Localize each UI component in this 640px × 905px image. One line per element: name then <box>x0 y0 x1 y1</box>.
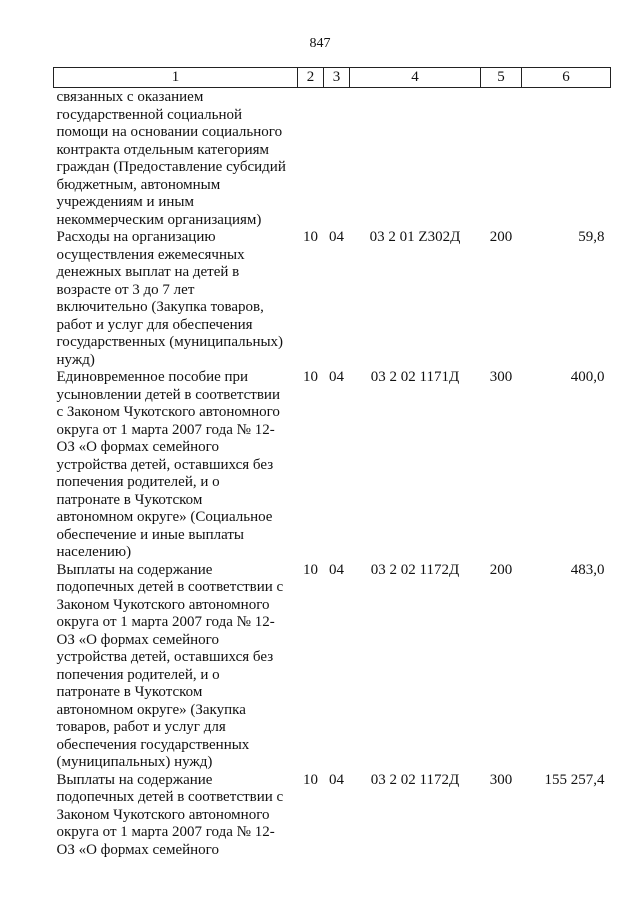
description-line: включительно (Закупка товаров, <box>56 299 264 315</box>
subsection-code: 04 <box>329 229 344 245</box>
amount-value: 155 257,4 <box>544 771 605 788</box>
description-line: Расходы на организацию <box>56 229 216 245</box>
description-line: связанных с оказанием <box>56 89 204 105</box>
description-line: патронате в Чукотском <box>56 491 203 508</box>
description-line: автономном округе» (Социальное <box>56 509 273 525</box>
row-description <box>54 562 298 772</box>
budget-table <box>53 67 611 859</box>
expense-type-code: 300 <box>489 771 513 788</box>
row-description <box>54 88 298 230</box>
expense-type-code: 200 <box>489 229 513 245</box>
table-row <box>54 229 611 369</box>
description-line: Выплаты на содержание <box>56 771 213 788</box>
description-line: нужд) <box>56 351 95 368</box>
table-row <box>54 369 611 562</box>
table-row <box>54 772 611 860</box>
header-cell-4: 4 <box>350 68 481 88</box>
row-description <box>54 229 298 369</box>
description-line: подопечных детей в соответствии с <box>56 579 284 595</box>
description-line: осуществления ежемесячных <box>56 246 245 263</box>
target-article-code: 03 2 02 1172Д <box>370 771 460 788</box>
description-line: попечения родителей, и о <box>56 666 220 683</box>
description-line: попечения родителей, и о <box>56 474 220 490</box>
expense-type-code: 300 <box>489 369 513 385</box>
description-line: контракта отдельным категориям <box>56 141 270 158</box>
description-line: товаров, работ и услуг для <box>56 719 226 735</box>
description-line: Выплаты на содержание <box>56 561 213 578</box>
amount-value: 483,0 <box>570 561 605 578</box>
description-line: Законом Чукотского автономного <box>56 596 270 613</box>
description-line: работ и услуг для обеспечения <box>56 316 253 333</box>
target-article-code <box>350 88 481 230</box>
description-line: Законом Чукотского автономного <box>56 806 270 823</box>
header-cell-1: 1 <box>54 68 298 88</box>
description-line: устройства детей, оставшихся без <box>56 456 274 473</box>
description-line: граждан (Предоставление субсидий <box>56 159 286 175</box>
table-row <box>54 562 611 772</box>
target-article-code: 03 2 02 1171Д <box>370 369 460 385</box>
description-line: ОЗ «О формах семейного <box>56 631 219 648</box>
row-description <box>54 369 298 562</box>
header-cell-3: 3 <box>324 68 350 88</box>
subsection-code: 04 <box>329 771 344 788</box>
amount-value: 59,8 <box>578 229 605 245</box>
description-line: населению) <box>56 544 132 560</box>
section-code <box>298 88 324 230</box>
description-line: подопечных детей в соответствии с <box>56 789 284 805</box>
amount-value <box>522 88 611 230</box>
description-line: учреждениям и иным <box>56 194 194 210</box>
page-number: 847 <box>309 36 331 51</box>
table-body <box>54 88 611 860</box>
table-row <box>54 88 611 230</box>
description-line: ОЗ «О формах семейного <box>56 841 219 858</box>
description-line: государственной социальной <box>56 106 243 123</box>
section-code: 10 <box>303 369 318 385</box>
subsection-code <box>324 88 350 230</box>
expense-type-code <box>481 88 522 230</box>
row-description <box>54 772 298 860</box>
description-line: денежных выплат на детей в <box>56 264 240 280</box>
subsection-code: 04 <box>329 369 344 385</box>
description-line: с Законом Чукотского автономного <box>56 404 280 420</box>
description-line: округа от 1 марта 2007 года № 12- <box>56 824 275 840</box>
description-line: обеспечение и иные выплаты <box>56 526 244 543</box>
description-line: усыновлении детей в соответствии <box>56 386 280 403</box>
description-line: (муниципальных) нужд) <box>56 754 213 770</box>
description-line: помощи на основании социального <box>56 124 283 140</box>
description-line: округа от 1 марта 2007 года № 12- <box>56 421 275 438</box>
description-line: некоммерческим организациям) <box>56 211 262 228</box>
table-header <box>54 68 611 88</box>
subsection-code: 04 <box>329 561 344 578</box>
description-line: бюджетным, автономным <box>56 176 221 193</box>
description-line: обеспечения государственных <box>56 736 250 753</box>
header-cell-5: 5 <box>481 68 522 88</box>
description-line: округа от 1 марта 2007 года № 12- <box>56 614 275 630</box>
description-line: ОЗ «О формах семейного <box>56 439 219 455</box>
expense-type-code: 200 <box>489 561 513 578</box>
target-article-code: 03 2 02 1172Д <box>370 561 460 578</box>
description-line: возрасте от 3 до 7 лет <box>56 281 195 298</box>
description-line: устройства детей, оставшихся без <box>56 649 274 665</box>
section-code: 10 <box>303 561 318 578</box>
header-cell-6: 6 <box>522 68 611 88</box>
header-cell-2: 2 <box>298 68 324 88</box>
target-article-code: 03 2 01 Z302Д <box>369 229 461 245</box>
description-line: автономном округе» (Закупка <box>56 701 246 718</box>
description-line: государственных (муниципальных) <box>56 334 284 350</box>
description-line: Единовременное пособие при <box>56 369 249 385</box>
description-line: патронате в Чукотском <box>56 684 203 700</box>
amount-value: 400,0 <box>570 369 605 385</box>
header-row <box>54 68 611 88</box>
section-code: 10 <box>303 771 318 788</box>
section-code: 10 <box>303 229 318 245</box>
